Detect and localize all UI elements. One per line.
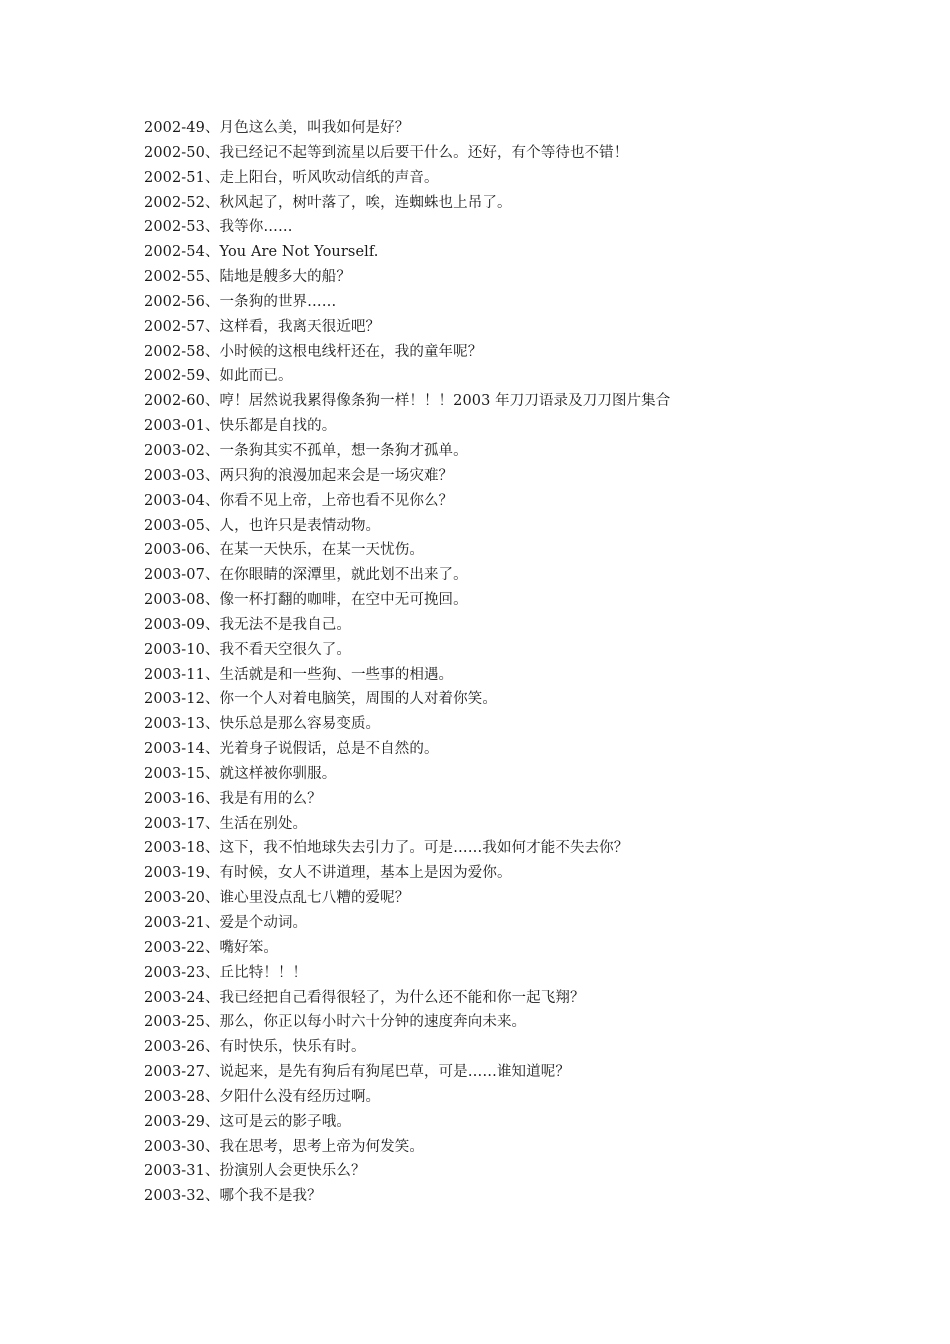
quote-line: 2003-32、哪个我不是我？ (144, 1188, 322, 1205)
quote-line: 2003-13、快乐总是那么容易变质。 (144, 716, 381, 733)
quote-line: 2003-16、我是有用的么？ (144, 790, 322, 807)
quote-line: 2003-14、光着身子说假话，总是不自然的。 (144, 741, 439, 758)
quote-line: 2003-24、我已经把自己看得很轻了，为什么还不能和你一起飞翔？ (144, 989, 585, 1006)
quote-line: 2003-02、一条狗其实不孤单，想一条狗才孤单。 (144, 442, 468, 459)
quote-line: 2002-50、我已经记不起等到流星以后要干什么。还好，有个等待也不错！ (144, 144, 629, 161)
quote-line: 2003-11、生活就是和一些狗、一些事的相遇。 (144, 666, 454, 683)
quote-line: 2002-60、哼！居然说我累得像条狗一样！！！2003 年刀刀语录及刀刀图片集合 (144, 393, 671, 410)
quote-list (144, 116, 924, 1209)
quote-line: 2003-31、扮演别人会更快乐么？ (144, 1163, 366, 1180)
quote-line: 2003-18、这下，我不怕地球失去引力了。可是……我如何才能不失去你？ (144, 840, 629, 857)
quote-line: 2003-01、快乐都是自找的。 (144, 418, 337, 435)
quote-line: 2003-21、爱是个动词。 (144, 915, 308, 931)
quote-line: 2002-57、这样看，我离天很近吧？ (144, 318, 381, 335)
quote-line: 2002-52、秋风起了，树叶落了，唉，连蜘蛛也上吊了。 (144, 194, 512, 211)
quote-line: 2003-04、你看不见上帝，上帝也看不见你么？ (144, 492, 454, 509)
quote-line: 2003-08、像一杯打翻的咖啡，在空中无可挽回。 (144, 592, 468, 609)
quote-line: 2003-06、在某一天快乐，在某一天忧伤。 (144, 542, 424, 559)
quote-line: 2002-59、如此而已。 (144, 368, 293, 385)
quote-line: 2003-15、就这样被你驯服。 (144, 765, 337, 782)
quote-line: 2003-23、丘比特！！！ (144, 964, 308, 981)
quote-line: 2002-49、月色这么美，叫我如何是好？ (144, 120, 410, 136)
quote-line: 2003-27、说起来，是先有狗后有狗尾巴草，可是……谁知道呢？ (144, 1064, 570, 1081)
quote-line: 2003-26、有时快乐，快乐有时。 (144, 1039, 366, 1056)
quote-line: 2003-29、这可是云的影子哦。 (144, 1113, 351, 1130)
quote-line: 2002-55、陆地是艘多大的船？ (144, 269, 351, 286)
quote-line: 2003-07、在你眼睛的深潭里，就此划不出来了。 (144, 567, 468, 584)
quote-line: 2003-03、两只狗的浪漫加起来会是一场灾难？ (144, 467, 454, 484)
quote-line: 2002-54、You Are Not Yourself. (144, 244, 379, 261)
quote-line: 2003-05、人，也许只是表情动物。 (144, 517, 381, 534)
quote-line: 2003-10、我不看天空很久了。 (144, 641, 351, 658)
quote-line: 2003-22、嘴好笨。 (144, 939, 278, 956)
quote-line: 2002-51、走上阳台，听风吹动信纸的声音。 (144, 169, 439, 186)
quote-line: 2003-20、谁心里没点乱七八糟的爱呢？ (144, 890, 410, 907)
quote-line: 2003-17、生活在别处。 (144, 815, 308, 832)
quote-line: 2003-12、你一个人对着电脑笑，周围的人对着你笑。 (144, 691, 497, 708)
quote-line: 2003-19、有时候，女人不讲道理，基本上是因为爱你。 (144, 865, 512, 882)
quote-line: 2002-56、一条狗的世界…… (144, 293, 337, 310)
quote-line: 2003-09、我无法不是我自己。 (144, 616, 351, 633)
quote-line: 2002-53、我等你…… (144, 219, 293, 236)
quote-line: 2003-25、那么，你正以每小时六十分钟的速度奔向未来。 (144, 1014, 527, 1031)
quote-line: 2002-58、小时候的这根电线杆还在，我的童年呢？ (144, 343, 483, 360)
quote-line: 2003-28、夕阳什么没有经历过啊。 (144, 1088, 381, 1105)
quote-line: 2003-30、我在思考，思考上帝为何发笑。 (144, 1138, 424, 1155)
